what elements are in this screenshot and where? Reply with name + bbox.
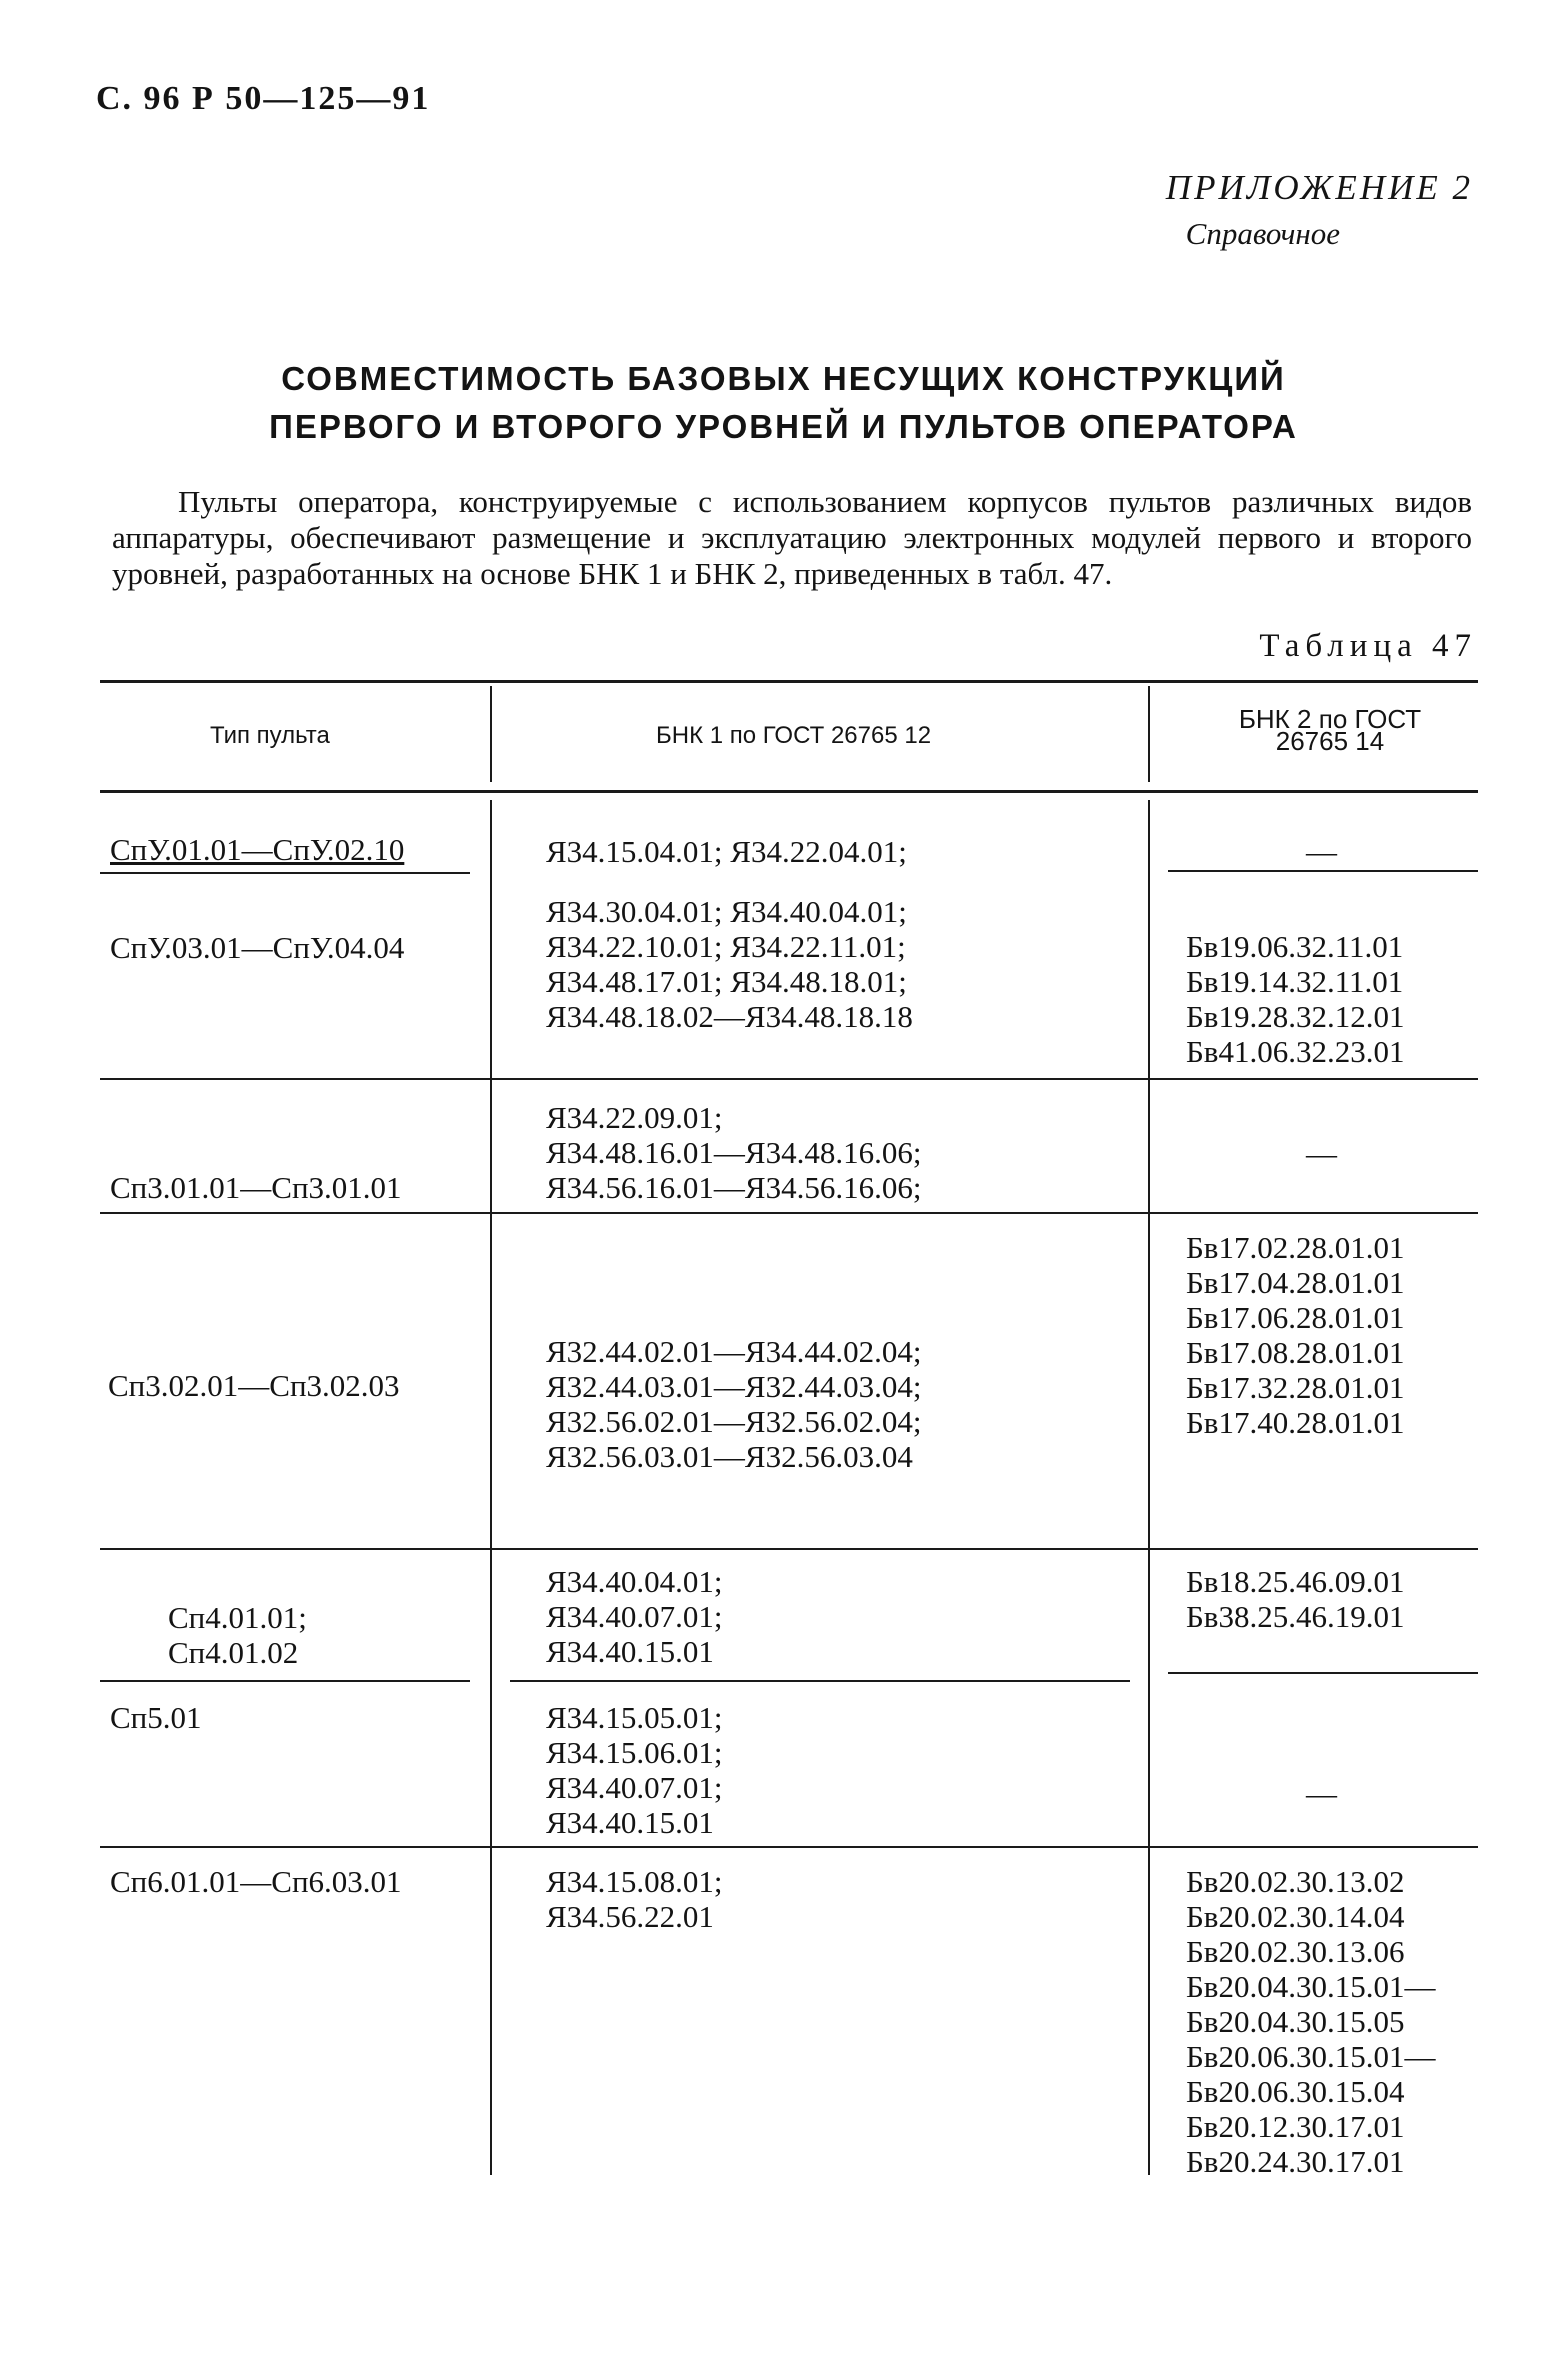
row-2-rule [100, 1078, 1478, 1080]
row-2-bnk1-line: Я34.30.04.01; Я34.40.04.01; [546, 894, 907, 929]
row-5-bnk2-line: Бв38.25.46.19.01 [1186, 1599, 1405, 1634]
row-6-bnk1-line: Я34.40.15.01 [546, 1805, 714, 1840]
header-bnk2-line-1: БНК 2 по ГОСТ [1238, 704, 1422, 734]
row-2-bnk2 [1186, 929, 1404, 1069]
row-6-bnk1-line: Я34.15.06.01; [546, 1735, 723, 1770]
header-type: Тип пульта [210, 722, 330, 749]
appendix-label: ПРИЛОЖЕНИЕ 2 [1165, 168, 1473, 207]
row-5-bnk1-line: Я34.40.07.01; [546, 1599, 723, 1634]
header-bnk2 [1200, 704, 1460, 756]
header-bnk1: БНК 1 по ГОСТ 26765 12 [656, 722, 932, 749]
row-7-type: Сп6.01.01—Сп6.03.01 [110, 1864, 402, 1899]
row-5-bnk2 [1186, 1564, 1404, 1634]
body-divider-1 [490, 800, 492, 2175]
row-1-bnk2: — [1306, 834, 1337, 869]
table-caption: Таблица 47 [1259, 628, 1477, 664]
row-3-bnk1-line: Я34.56.16.01—Я34.56.16.06; [546, 1170, 922, 1205]
header-bnk2-line-2: 26765 14 [1275, 726, 1385, 756]
row-5-rule-mid [510, 1680, 1130, 1682]
row-5-rule-left [100, 1680, 470, 1682]
row-3-rule [100, 1212, 1478, 1214]
row-2-bnk1-line: Я34.22.10.01; Я34.22.11.01; [546, 929, 906, 964]
row-2-bnk1-line: Я34.48.18.02—Я34.48.18.18 [546, 999, 913, 1034]
row-7-bnk2-line: Бв20.12.30.17.01 [1186, 2109, 1405, 2144]
body-divider-2 [1148, 800, 1150, 2175]
row-4-bnk2-line: Бв17.06.28.01.01 [1186, 1300, 1405, 1335]
row-1-bnk1 [546, 834, 907, 869]
document-title-line-2: ПЕРВОГО И ВТОРОГО УРОВНЕЙ И ПУЛЬТОВ ОПЕРАТОРА [269, 408, 1298, 445]
row-5-type-line: Сп4.01.01; [168, 1600, 307, 1635]
row-7-bnk2-line: Бв20.02.30.13.06 [1186, 1934, 1405, 1969]
row-1-bnk1-line: Я34.15.04.01; Я34.22.04.01; [546, 834, 907, 869]
row-5-bnk1 [546, 1564, 723, 1669]
intro-paragraph: Пульты оператора, конструируемые с использованием корпусов пультов различных видов аппаратуры, обеспечивают размещение и эксплуатацию электронных модулей первого и второго уровней, разработанных на основе БНК 1 и БНК 2, приведенных в табл. 47. [112, 484, 1472, 591]
row-3-type: Сп3.01.01—Сп3.01.01 [110, 1170, 402, 1205]
row-2-bnk2-line: Бв19.28.32.12.01 [1186, 999, 1405, 1034]
row-6-bnk1 [546, 1700, 723, 1840]
row-4-bnk1-line: Я32.56.02.01—Я32.56.02.04; [546, 1404, 922, 1439]
row-7-bnk1 [546, 1864, 723, 1934]
row-4-bnk2-line: Бв17.32.28.01.01 [1186, 1370, 1405, 1405]
row-6-bnk2: — [1306, 1776, 1337, 1811]
row-7-bnk1-line: Я34.15.08.01; [546, 1864, 723, 1899]
row-5-bnk2-line: Бв18.25.46.09.01 [1186, 1564, 1405, 1599]
row-5-type [168, 1600, 307, 1670]
row-3-bnk1-line: Я34.22.09.01; [546, 1100, 723, 1135]
document-title-line-1: СОВМЕСТИМОСТЬ БАЗОВЫХ НЕСУЩИХ КОНСТРУКЦИЙ [281, 360, 1286, 397]
appendix-note: Справочное [1185, 216, 1340, 251]
table-top-rule [100, 680, 1478, 683]
row-4-bnk2 [1186, 1230, 1404, 1440]
row-4-bnk1-line: Я32.44.02.01—Я34.44.02.04; [546, 1334, 922, 1369]
row-7-bnk2-line: Бв20.04.30.15.01— [1186, 1969, 1436, 2004]
row-4-bnk2-line: Бв17.08.28.01.01 [1186, 1335, 1405, 1370]
header-divider-1 [490, 686, 492, 782]
row-4-bnk2-line: Бв17.04.28.01.01 [1186, 1265, 1405, 1300]
row-3-bnk1-line: Я34.48.16.01—Я34.48.16.06; [546, 1135, 922, 1170]
row-1-rule-right [1168, 870, 1478, 872]
row-7-bnk2 [1186, 1864, 1435, 2179]
row-7-bnk2-line: Бв20.06.30.15.04 [1186, 2074, 1405, 2109]
row-4-rule [100, 1548, 1478, 1550]
header-divider-2 [1148, 686, 1150, 782]
row-3-bnk2: — [1306, 1136, 1337, 1171]
row-6-rule [100, 1846, 1478, 1848]
row-3-bnk1 [546, 1100, 921, 1205]
row-6-type: Сп5.01 [110, 1700, 202, 1735]
row-6-bnk1-line: Я34.40.07.01; [546, 1770, 723, 1805]
row-2-bnk1 [546, 894, 913, 1034]
row-6-bnk1-line: Я34.15.05.01; [546, 1700, 723, 1735]
row-7-bnk2-line: Бв20.02.30.13.02 [1186, 1864, 1405, 1899]
row-1-type: СпУ.01.01—СпУ.02.10 [110, 832, 405, 867]
row-4-bnk2-line: Бв17.02.28.01.01 [1186, 1230, 1405, 1265]
row-2-bnk2-line: Бв19.14.32.11.01 [1186, 964, 1404, 999]
row-7-bnk1-line: Я34.56.22.01 [546, 1899, 714, 1934]
row-2-bnk2-line: Бв41.06.32.23.01 [1186, 1034, 1405, 1069]
page-header: С. 96 Р 50—125—91 [96, 80, 431, 117]
row-7-bnk2-line: Бв20.06.30.15.01— [1186, 2039, 1436, 2074]
row-7-bnk2-line: Бв20.04.30.15.05 [1186, 2004, 1405, 2039]
row-5-type-line: Сп4.01.02 [168, 1635, 299, 1670]
row-7-bnk2-line: Бв20.02.30.14.04 [1186, 1899, 1405, 1934]
row-4-bnk2-line: Бв17.40.28.01.01 [1186, 1405, 1405, 1440]
row-7-bnk2-line: Бв20.24.30.17.01 [1186, 2144, 1405, 2179]
header-bottom-rule [100, 790, 1478, 793]
row-2-bnk2-line: Бв19.06.32.11.01 [1186, 929, 1404, 964]
row-4-bnk1-line: Я32.56.03.01—Я32.56.03.04 [546, 1439, 913, 1474]
row-5-bnk1-line: Я34.40.04.01; [546, 1564, 723, 1599]
row-5-rule-right [1168, 1672, 1478, 1674]
row-1-rule-left [100, 872, 470, 874]
row-4-bnk1-line: Я32.44.03.01—Я32.44.03.04; [546, 1369, 922, 1404]
row-4-bnk1 [546, 1334, 921, 1474]
row-5-bnk1-line: Я34.40.15.01 [546, 1634, 714, 1669]
row-2-type: СпУ.03.01—СпУ.04.04 [110, 930, 405, 965]
row-4-type: Сп3.02.01—Сп3.02.03 [108, 1368, 400, 1403]
row-2-bnk1-line: Я34.48.17.01; Я34.48.18.01; [546, 964, 907, 999]
